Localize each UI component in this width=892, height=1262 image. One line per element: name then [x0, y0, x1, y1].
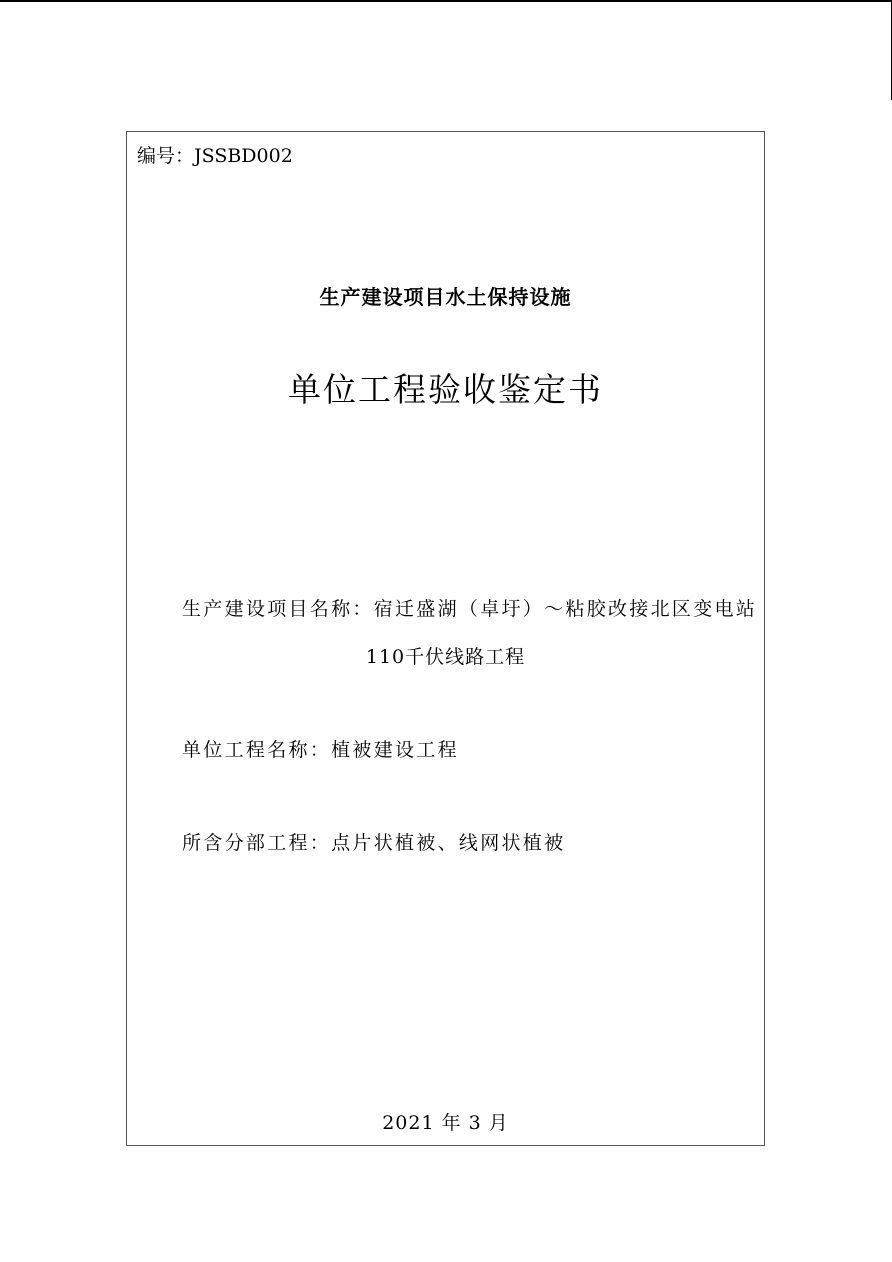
page-top-edge	[0, 0, 892, 2]
sub-projects-label: 所含分部工程：	[182, 832, 332, 854]
unit-project-label: 单位工程名称：	[182, 739, 332, 761]
document-number-value: JSSBD002	[194, 145, 293, 167]
project-name-label: 生产建设项目名称：	[182, 598, 374, 620]
sub-projects-field	[182, 829, 565, 857]
unit-project-value: 植被建设工程	[331, 739, 459, 761]
project-name-value: 宿迁盛湖（卓圩）～粘胶改接北区变电站	[373, 598, 758, 620]
document-number-label: 编号：	[137, 145, 195, 167]
project-name-field	[182, 595, 757, 623]
sub-projects-value: 点片状植被、线网状植被	[331, 832, 566, 854]
project-name-value-continued: 110千伏线路工程	[365, 646, 526, 668]
document-title: 单位工程验收鉴定书	[288, 370, 603, 409]
document-date: 2021 年 3 月	[382, 1112, 509, 1134]
document-subtitle: 生产建设项目水土保持设施	[319, 285, 572, 309]
unit-project-field	[182, 736, 459, 764]
document-number	[137, 143, 293, 169]
